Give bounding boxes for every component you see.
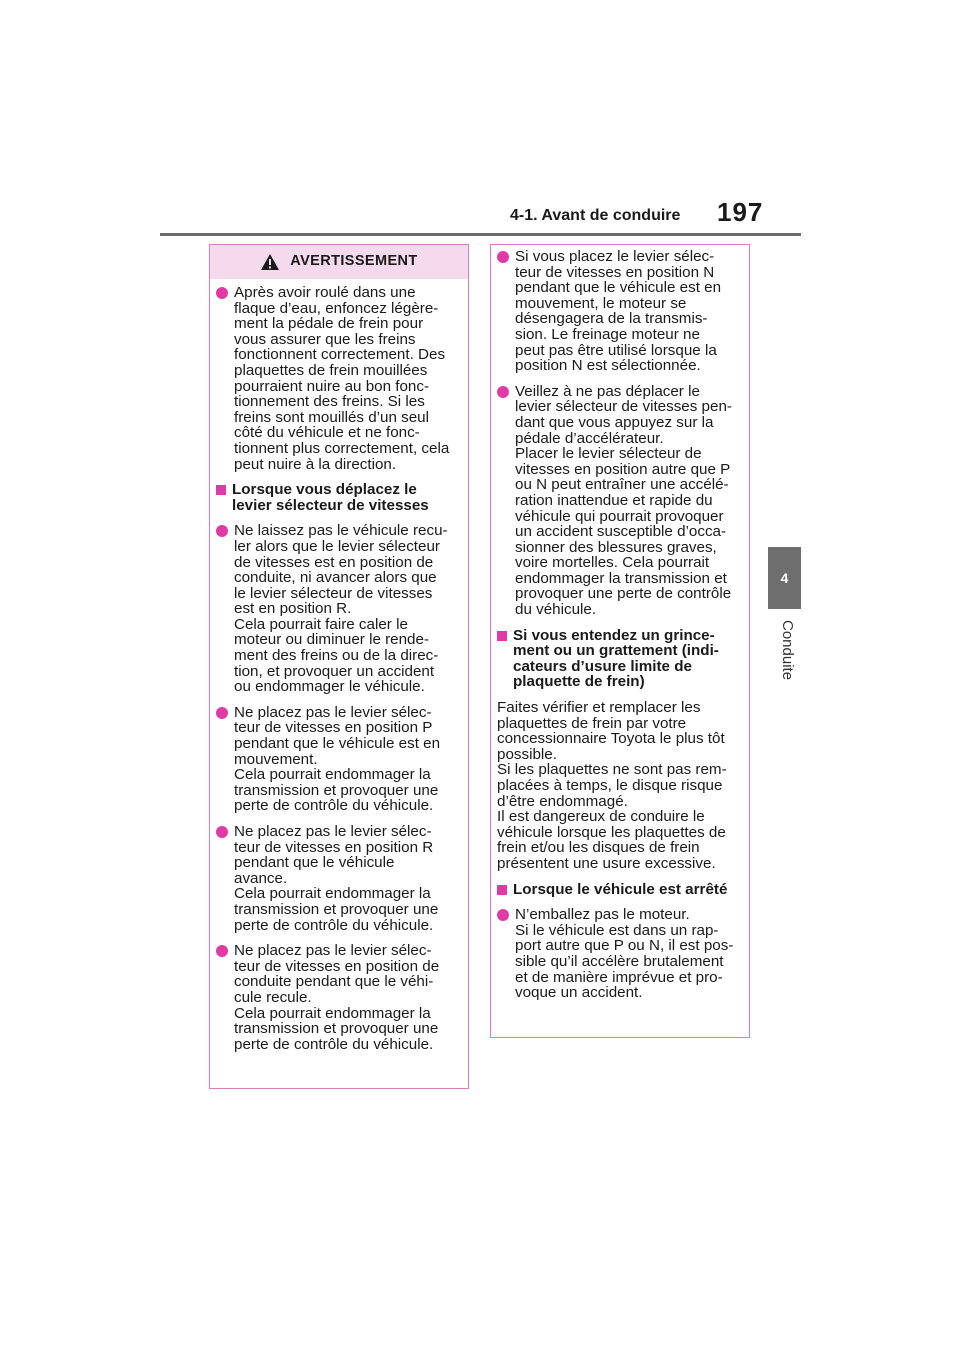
square-bullet-icon bbox=[497, 885, 507, 895]
list-item: Veillez à ne pas déplacer le levier sélecteur de vitesses pen- dant que vous appuyez sur la pédale d’accélérateur. Placer le levier sélecteur de vitesses en position autre que P ou N peut entraîner une accélé- ration inattendue et rapide du véhicule qui pourrait provoquer un accident susceptible d’occa- sionner des blessures graves, voire mortelles. Cela pourrait endommager la transmission et provoquer une perte de contrôle du véhicule. bbox=[497, 384, 743, 618]
bullet-icon bbox=[216, 707, 228, 719]
warning-header bbox=[210, 245, 468, 279]
square-bullet-icon bbox=[216, 485, 226, 495]
chapter-number: 4 bbox=[780, 570, 789, 586]
bullet-icon bbox=[216, 287, 228, 299]
section-title: 4-1. Avant de conduire bbox=[510, 207, 681, 224]
list-item: N’emballez pas le moteur. Si le véhicule est dans un rap- port autre que P ou N, il est pos- sible qu’il accélère brutalement et de manière imprévue et pro- voque un accident. bbox=[497, 907, 743, 1001]
sub-heading: Lorsque le véhicule est arrêté bbox=[497, 882, 743, 898]
warning-box-right bbox=[490, 244, 750, 1038]
header-divider bbox=[160, 233, 801, 236]
list-item: Ne placez pas le levier sélec- teur de vitesses en position P pendant que le véhicule est en mouvement. Cela pourrait endommager la transmission et provoquer une perte de contrôle du véhicule. bbox=[216, 705, 462, 814]
chapter-tab[interactable] bbox=[768, 547, 801, 609]
list-item: Après avoir roulé dans une flaque d’eau, enfoncez légère- ment la pédale de frein pour vous assurer que les freins fonctionnent correctement. Des plaquettes de frein mouillées pourraient nuire au bon fonc- tionnement des freins. Si les freins sont mouillés d’un seul côté du véhicule et ne fonc- tionnent plus correctement, cela peut nuire à la direction. bbox=[216, 285, 462, 472]
bullet-icon bbox=[216, 945, 228, 957]
bullet-icon bbox=[216, 826, 228, 838]
paragraph: Faites vérifier et remplacer les plaquettes de frein par votre concessionnaire Toyota le plus tôt possible. Si les plaquettes ne sont pas rem- placées à temps, le disque risque d’être endommagé. Il est dangereux de conduire le véhicule lorsque les plaquettes de frein et/ou les disques de frein présentent une usure excessive. bbox=[497, 699, 727, 872]
list-item: Si vous placez le levier sélec- teur de vitesses en position N pendant que le véhicule est en mouvement, le moteur se désengagera de la transmis- sion. Le freinage moteur ne peut pas être utilisé lorsque la position N est sélectionnée. bbox=[497, 249, 743, 374]
square-bullet-icon bbox=[497, 631, 507, 641]
chapter-label: Conduite bbox=[779, 620, 796, 681]
bullet-icon bbox=[216, 525, 228, 537]
bullet-icon bbox=[497, 909, 509, 921]
list-item: Ne placez pas le levier sélec- teur de vitesses en position R pendant que le véhicule avance. Cela pourrait endommager la transmission et provoquer une perte de contrôle du véhicule. bbox=[216, 824, 462, 933]
bullet-icon bbox=[497, 251, 509, 263]
bullet-icon bbox=[497, 386, 509, 398]
sub-heading: Si vous entendez un grince- ment ou un grattement (indi- cateurs d’usure limite de plaquette de frein) bbox=[497, 628, 743, 690]
list-item: Ne placez pas le levier sélec- teur de vitesses en position de conduite pendant que le véhi- cule recule. Cela pourrait endommager la transmission et provoquer une perte de contrôle du véhicule. bbox=[216, 943, 462, 1052]
warning-box-left bbox=[209, 244, 469, 1089]
page-number: 197 bbox=[717, 197, 764, 227]
warning-triangle-icon bbox=[260, 253, 280, 271]
list-item: Ne laissez pas le véhicule recu- ler alors que le levier sélecteur de vitesses est en position de conduite, ni avancer alors que le levier sélecteur de vitesses est en position R. Cela pourrait faire caler le moteur ou diminuer le rende- ment des freins ou de la direc- tion, et provoquer un accident ou endommager le véhicule. bbox=[216, 523, 462, 695]
sub-heading: Lorsque vous déplacez le levier sélecteur de vitesses bbox=[216, 482, 462, 513]
warning-title: AVERTISSEMENT bbox=[290, 253, 418, 270]
